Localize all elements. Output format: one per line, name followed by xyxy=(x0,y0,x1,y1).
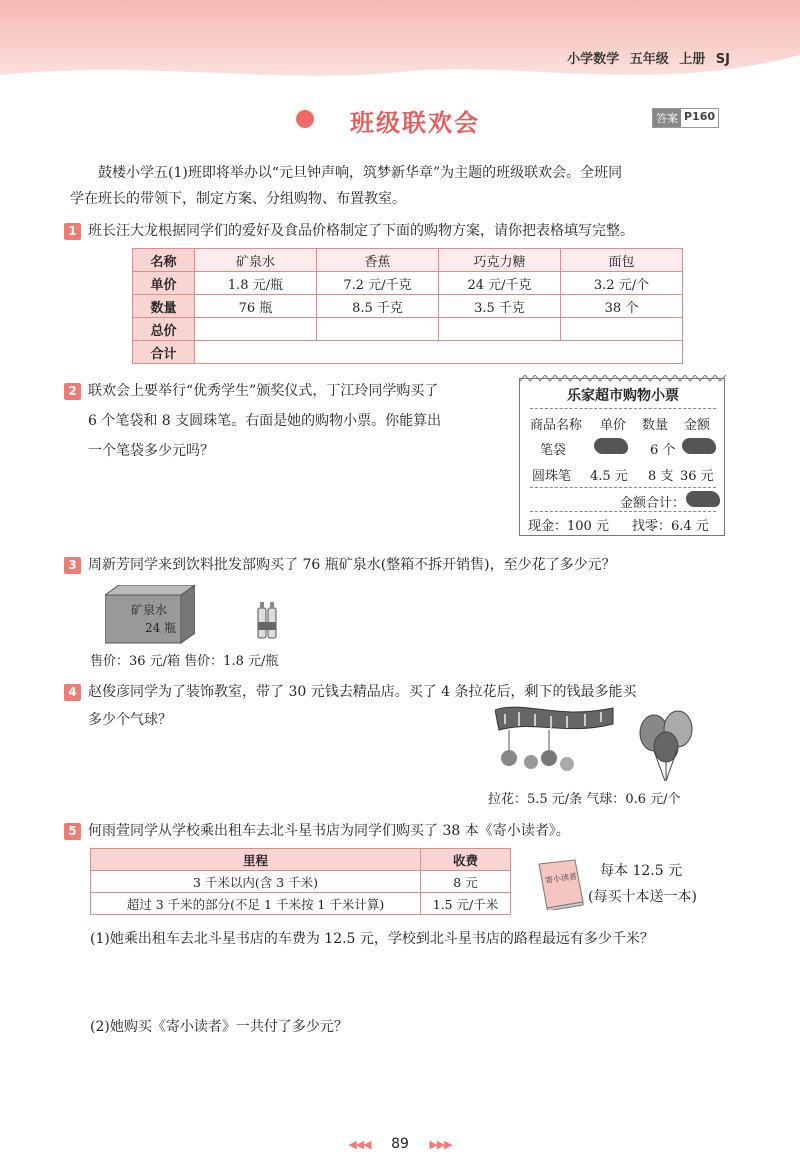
page-number-footer xyxy=(0,1136,800,1152)
shopping-plan-table xyxy=(132,248,683,364)
blank-sum-cell[interactable] xyxy=(195,341,683,364)
question-4-line-1: 赵俊彦同学为了装饰教室，带了 30 元钱去精品店。买了 4 条拉花后，剩下的钱最多能买 xyxy=(88,684,637,700)
table-row xyxy=(91,849,511,871)
fare-header-fee: 收费 xyxy=(421,849,511,871)
balloons-icon xyxy=(632,703,702,783)
q4-price-caption: 拉花：5.5 元/条 气球：0.6 元/个 xyxy=(488,792,681,807)
table-row xyxy=(133,272,683,295)
fare-distance-cell: 3 千米以内(含 3 千米) xyxy=(91,871,421,893)
fare-header-distance: 里程 xyxy=(91,849,421,871)
blank-answer-cell[interactable] xyxy=(439,318,561,341)
question-5-text: 何雨萱同学从学校乘出租车去北斗星书店为同学们购买了 38 本《寄小读者》。 xyxy=(88,823,570,839)
item-cell: 巧克力糖 xyxy=(439,249,561,272)
blank-answer-cell[interactable] xyxy=(195,318,317,341)
question-number-4: 4 xyxy=(64,684,81,701)
book-illustration xyxy=(535,858,585,908)
quantity-cell: 76 瓶 xyxy=(195,295,317,318)
receipt-change: 找零：6.4 元 xyxy=(632,519,709,534)
receipt-divider xyxy=(530,408,716,409)
quantity-cell: 38 个 xyxy=(561,295,683,318)
price-cell: 24 元/千克 xyxy=(439,272,561,295)
fare-distance-cell: 超过 3 千米的部分(不足 1 千米按 1 千米计算) xyxy=(91,893,421,915)
question-2-line-2: 6 个笔袋和 8 支圆珠笔。右面是她的购物小票。你能算出 xyxy=(88,413,442,429)
row-header-total: 总价 xyxy=(133,318,195,341)
question-3-text: 周新芳同学来到饮料批发部购买了 76 瓶矿泉水(整箱不拆开销售)，至少花了多少元？ xyxy=(88,557,616,573)
question-number-2: 2 xyxy=(64,383,81,400)
receipt-divider xyxy=(530,487,716,488)
question-number-1: 1 xyxy=(64,223,81,240)
receipt-item-price: 4.5 元 xyxy=(590,469,628,484)
obscured-amount-blot xyxy=(682,438,716,454)
intro-line-1: 鼓楼小学五(1)班即将举办以“元旦钟声响，筑梦新华章”为主题的班级联欢会。全班同 xyxy=(98,165,623,181)
box-count: 24 瓶 xyxy=(145,621,177,635)
receipt-item-amount: 36 元 xyxy=(680,469,714,484)
obscured-total-blot xyxy=(686,491,720,507)
water-case-box xyxy=(105,585,195,645)
price-cell: 1.8 元/瓶 xyxy=(195,272,317,295)
receipt-title: 乐家超市购物小票 xyxy=(567,388,679,404)
table-row xyxy=(133,318,683,341)
row-header-price: 单价 xyxy=(133,272,195,295)
table-row xyxy=(133,341,683,364)
fare-fee-cell: 1.5 元/千米 xyxy=(421,893,511,915)
question-4-line-2: 多少个气球？ xyxy=(88,712,172,728)
q3-price-caption: 售价：36 元/箱 售价：1.8 元/瓶 xyxy=(90,654,279,669)
receipt-col-price: 单价 xyxy=(600,418,627,433)
header-volume: 上册 xyxy=(679,52,706,67)
book-price: 每本 12.5 元 xyxy=(600,863,683,879)
page-title: 班级联欢会 xyxy=(350,109,480,137)
blank-answer-cell[interactable] xyxy=(317,318,439,341)
receipt-col-qty: 数量 xyxy=(642,418,669,433)
intro-line-2: 学在班长的带领下，制定方案、分组购物、布置教室。 xyxy=(70,191,406,207)
question-5-sub-2: (2)她购买《寄小读者》一共付了多少元？ xyxy=(90,1019,348,1035)
quantity-cell: 3.5 千克 xyxy=(439,295,561,318)
question-number-3: 3 xyxy=(64,557,81,574)
table-row xyxy=(91,871,511,893)
receipt-col-name: 商品名称 xyxy=(530,418,583,433)
answer-label: 答案 xyxy=(653,109,681,127)
page-number: 89 xyxy=(391,1136,409,1152)
header-edition: SJ xyxy=(715,52,730,67)
receipt-item-name: 圆珠笔 xyxy=(532,469,572,484)
answer-page: P160 xyxy=(684,110,716,123)
obscured-price-blot xyxy=(594,438,628,454)
question-2-line-3: 一个笔袋多少元吗？ xyxy=(88,443,214,459)
book-title: 寄小读者 xyxy=(544,871,578,886)
title-dot-icon xyxy=(296,110,314,128)
row-header-quantity: 数量 xyxy=(133,295,195,318)
blank-answer-cell[interactable] xyxy=(561,318,683,341)
right-arrows-icon: ▶▶▶ xyxy=(429,1138,452,1151)
item-cell: 面包 xyxy=(561,249,683,272)
taxi-fare-table xyxy=(90,848,511,915)
question-5-sub-1: (1)她乘出租车去北斗星书店的车费为 12.5 元，学校到北斗星书店的路程最远有多少千米？ xyxy=(90,931,654,947)
header-meta xyxy=(567,48,730,67)
receipt-col-amount: 金额 xyxy=(684,418,711,433)
table-row xyxy=(133,295,683,318)
receipt-item-qty: 6 个 xyxy=(650,443,676,458)
question-1-text: 班长汪大龙根据同学们的爱好及食品价格制定了下面的购物方案，请你把表格填写完整。 xyxy=(88,223,634,239)
answer-reference xyxy=(652,108,719,128)
price-cell: 7.2 元/千克 xyxy=(317,272,439,295)
quantity-cell: 8.5 千克 xyxy=(317,295,439,318)
question-2-line-1: 联欢会上要举行“优秀学生”颁奖仪式，丁江玲同学购买了 xyxy=(88,383,439,399)
item-cell: 矿泉水 xyxy=(195,249,317,272)
receipt-item-qty: 8 支 xyxy=(648,469,674,484)
row-header-sum: 合计 xyxy=(133,341,195,364)
fare-fee-cell: 8 元 xyxy=(421,871,511,893)
receipt-divider xyxy=(530,511,716,512)
question-number-5: 5 xyxy=(64,823,81,840)
table-row xyxy=(133,249,683,272)
receipt-total-label: 金额合计： xyxy=(620,496,686,511)
item-cell: 香蕉 xyxy=(317,249,439,272)
water-bottles-icon xyxy=(256,600,278,640)
table-row xyxy=(91,893,511,915)
box-label: 矿泉水 xyxy=(131,603,168,617)
receipt-cash: 现金：100 元 xyxy=(528,519,609,534)
shopping-receipt xyxy=(519,378,725,536)
header-grade: 五年级 xyxy=(629,52,669,67)
book-offer: (每买十本送一本) xyxy=(588,889,697,905)
garland-icon xyxy=(495,700,615,780)
row-header-name: 名称 xyxy=(133,249,195,272)
price-cell: 3.2 元/个 xyxy=(561,272,683,295)
receipt-item-name: 笔袋 xyxy=(540,443,567,458)
header-subject: 小学数学 xyxy=(567,52,620,67)
left-arrows-icon: ◀◀◀ xyxy=(348,1138,371,1151)
